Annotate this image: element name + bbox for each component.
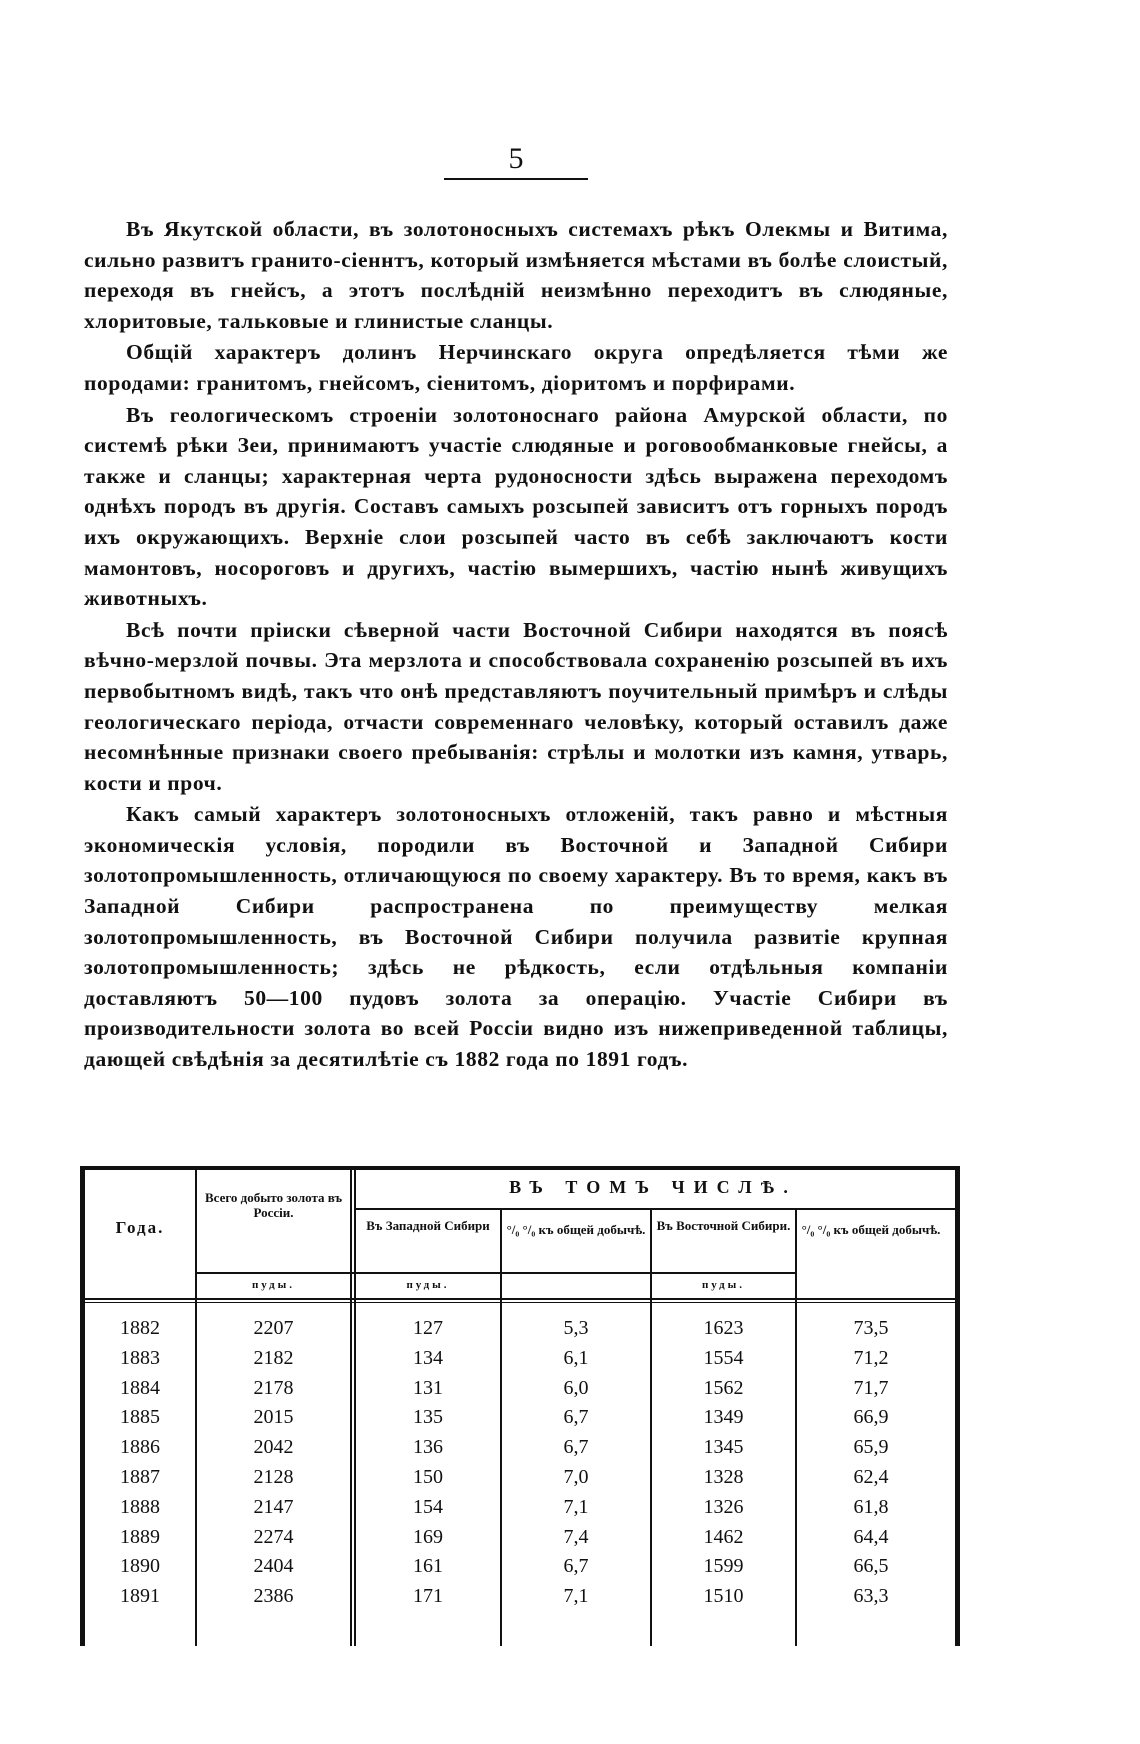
cell-east-pct: 62,4 [853,1465,889,1488]
cell-west: 135 [413,1406,443,1429]
cell-west: 171 [413,1585,443,1608]
cell-east-pct: 73,5 [853,1317,889,1339]
cell-west-pct: 7,0 [563,1465,589,1488]
cell-total: 2015 [253,1406,294,1429]
cell-east: 1326 [703,1495,744,1518]
header-total: Всего добыто золота въ Россіи. [204,1190,343,1220]
table-row [85,1374,955,1404]
header-west-pct: °/₀ °/₀ къ общей добычѣ. [506,1222,646,1237]
cell-west-pct: 6,7 [563,1555,589,1578]
header-group: ВЪ ТОМЪ ЧИСЛѢ. [509,1177,797,1197]
cell-east: 1562 [703,1376,744,1399]
cell-year: 1886 [120,1436,160,1459]
cell-west-pct: 6,0 [563,1376,589,1399]
paragraph-3: Въ геологическомъ строеніи золотоноснаго района Амурской области, по системѣ рѣки Зеи, принимаютъ участіе слюдяные и роговообманковые гнейсы, а также и сланцы; характерная черта рудоносности здѣсь выражена переходомъ однѣхъ породъ въ другія. Составъ самыхъ розсыпей зависитъ отъ горныхъ породъ ихъ окружающихъ. Верхніе слои розсыпей часто въ себѣ заключаютъ кости мамонтовъ, носороговъ и другихъ, частію вымершихъ, частію нынѣ живущихъ животныхъ. [84,402,948,611]
cell-west: 127 [413,1317,443,1339]
cell-east: 1349 [703,1406,744,1429]
cell-east-pct: 71,2 [853,1346,889,1369]
cell-year: 1885 [120,1406,160,1429]
table-row [85,1582,955,1612]
header-east-pct: °/₀ °/₀ къ общей добычѣ. [801,1222,941,1237]
cell-west: 134 [413,1346,443,1369]
cell-east: 1328 [703,1465,744,1488]
table-hline [354,1208,955,1210]
table-body [85,1314,955,1612]
table-row [85,1463,955,1493]
cell-total: 2404 [253,1555,294,1578]
cell-east: 1599 [703,1555,744,1578]
cell-east: 1345 [703,1436,744,1459]
cell-west-pct: 7,4 [563,1525,589,1548]
table-hline [85,1298,955,1300]
cell-east: 1510 [703,1585,744,1608]
cell-west: 169 [413,1525,443,1548]
cell-west-pct: 6,7 [563,1406,589,1429]
cell-east: 1462 [703,1525,744,1548]
cell-west: 154 [413,1495,443,1518]
table-row [85,1523,955,1553]
cell-east-pct: 66,9 [853,1406,889,1429]
cell-total: 2386 [253,1585,294,1608]
cell-year: 1890 [120,1555,160,1578]
cell-west-pct: 5,3 [563,1317,589,1339]
cell-year: 1888 [120,1495,160,1518]
table-hline [85,1302,955,1303]
unit-east: пуды. [701,1279,746,1291]
paragraph-4: Всѣ почти пріиски сѣверной части Восточной Сибири находятся въ поясѣ вѣчно-мерзлой почвы. Эта мерзлота и способствовала сохраненію розсыпей въ ихъ первобытномъ видѣ, такъ что онѣ представляютъ поучительный примѣръ и слѣды геологическаго періода, отчасти современнаго человѣку, который оставилъ даже несомнѣнные признаки своего пребыванія: стрѣлы и молотки изъ камня, утварь, кости и проч. [84,617,948,795]
header-west: Въ Западной Сибири [366,1218,490,1233]
cell-west-pct: 6,7 [563,1436,589,1459]
cell-west: 136 [413,1436,443,1459]
cell-east-pct: 64,4 [853,1525,889,1548]
table-hline [195,1272,795,1274]
cell-year: 1884 [120,1376,160,1399]
cell-west: 131 [413,1376,443,1399]
cell-total: 2128 [253,1465,294,1488]
cell-west: 161 [413,1555,443,1578]
cell-east-pct: 63,3 [853,1585,889,1608]
cell-east-pct: 66,5 [853,1555,889,1578]
table-row [85,1314,955,1344]
cell-east: 1623 [703,1317,744,1339]
cell-year: 1882 [120,1317,160,1339]
unit-west: пуды. [406,1279,450,1291]
paragraph-2: Общій характеръ долинъ Нерчинскаго округа опредѣляется тѣми же породами: гранитомъ, гнейсомъ, сіенитомъ, діоритомъ и порфирами. [84,340,948,395]
gold-production-table [80,1166,960,1646]
page-number: 5 [508,142,524,175]
cell-total: 2178 [253,1376,294,1399]
body-text [84,214,948,1075]
table-row [85,1344,955,1374]
cell-west: 150 [413,1465,443,1488]
header-east: Въ Восточной Сибири. [656,1218,791,1233]
cell-year: 1883 [120,1346,160,1369]
table-row [85,1403,955,1433]
cell-east-pct: 61,8 [853,1495,889,1518]
cell-west-pct: 7,1 [563,1495,589,1518]
cell-year: 1891 [120,1585,160,1608]
cell-year: 1887 [120,1465,160,1488]
paragraph-5: Какъ самый характеръ золотоносныхъ отложеній, такъ равно и мѣстныя экономическія условія, породили въ Восточной и Западной Сибири золотопромышленность, отличающуюся по своему характеру. Въ то время, какъ въ Западной Сибири распространена по преимуществу мелкая золотопромышленность, въ Восточной Сибири получила развитіе крупная золотопромышленность; здѣсь не рѣдкость, если отдѣльныя компаніи доставляютъ 50—100 пудовъ золота за операцію. Участіе Сибири въ производительности золота во всей Россіи видно изъ нижеприведенной таблицы, дающей свѣдѣнія за десятилѣтіе съ 1882 года по 1891 годъ. [84,802,948,1072]
cell-east-pct: 65,9 [853,1436,889,1459]
unit-total: пуды. [251,1279,296,1291]
cell-east-pct: 71,7 [853,1376,889,1399]
cell-west-pct: 7,1 [563,1585,589,1608]
cell-total: 2147 [253,1495,294,1518]
cell-total: 2207 [253,1317,294,1339]
table-row [85,1433,955,1463]
page-number-rule [444,178,588,180]
cell-total: 2274 [253,1525,294,1548]
cell-total: 2042 [253,1436,294,1459]
cell-total: 2182 [253,1346,294,1369]
cell-east: 1554 [703,1346,744,1369]
cell-west-pct: 6,1 [563,1346,589,1369]
paragraph-1: Въ Якутской области, въ золотоносныхъ системахъ рѣкъ Олекмы и Витима, сильно развитъ гранито-сіеннтъ, который измѣняется мѣстами въ болѣе слоистый, переходя въ гнейсъ, а этотъ послѣдній неизмѣнно переходитъ въ слюдяные, хлоритовые, тальковые и глинистые сланцы. [84,217,948,333]
cell-year: 1889 [120,1525,160,1548]
table-row [85,1493,955,1523]
table-row [85,1552,955,1582]
header-year: Года. [115,1218,165,1237]
